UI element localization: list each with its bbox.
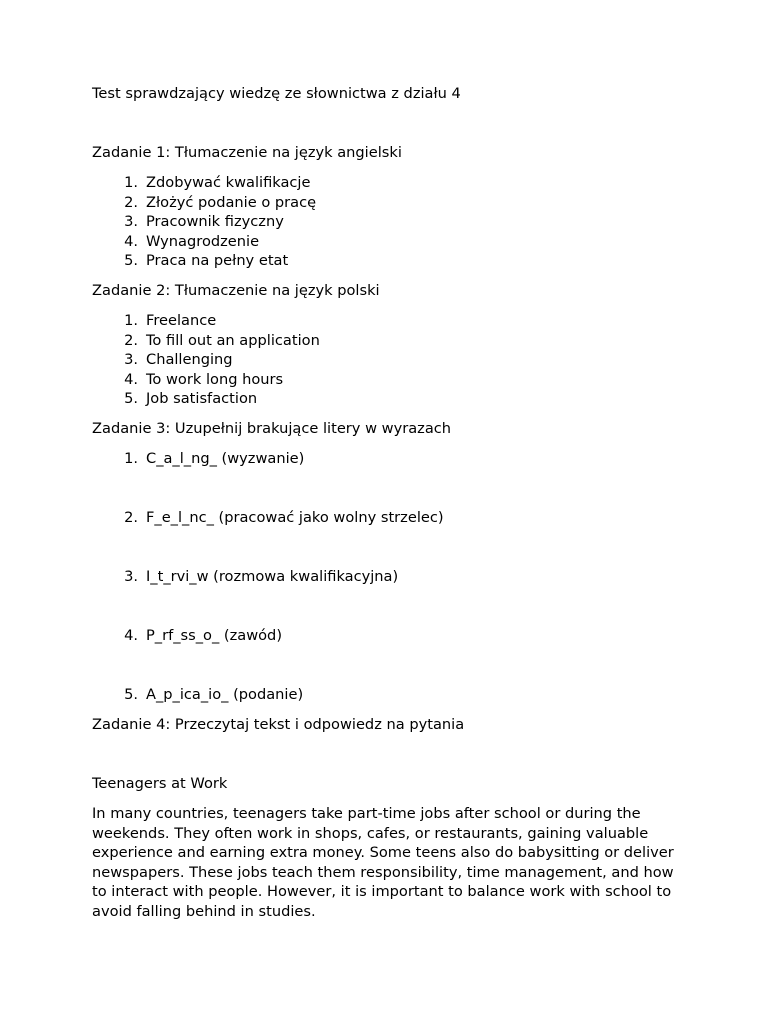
list-item-text: Pracownik fizyczny xyxy=(146,213,284,230)
list-item-text: Zdobywać kwalifikacje xyxy=(146,174,311,191)
list-item xyxy=(92,193,692,213)
task3-heading: Zadanie 3: Uzupełnij brakujące litery w wyrazach xyxy=(92,420,452,437)
task2-heading: Zadanie 2: Tłumaczenie na język polski xyxy=(92,282,380,299)
list-item-text: Challenging xyxy=(146,351,233,368)
list-number: 3. xyxy=(124,351,138,368)
list-number: 4. xyxy=(124,370,138,388)
list-item-text: Praca na pełny etat xyxy=(146,252,289,269)
list-item xyxy=(92,685,692,705)
list-item xyxy=(92,173,692,193)
task2-list xyxy=(92,311,692,409)
list-item xyxy=(92,350,692,370)
list-item-text: C_a_l_ng_ (wyzwanie) xyxy=(146,450,305,467)
list-item-text: Freelance xyxy=(146,312,217,329)
list-item-text: Wynagrodzenie xyxy=(146,232,260,250)
list-item-text: I_t_rvi_w (rozmowa kwalifikacyjna) xyxy=(146,568,399,585)
reading-title: Teenagers at Work xyxy=(92,775,228,792)
list-item xyxy=(92,251,692,271)
reading-paragraph: In many countries, teenagers take part-time jobs after school or during the weekends. They often work in shops, cafes, or restaurants, gaining valuable experience and earning extra money. Some teens also do babysitting or deliver newspapers. These jobs teach them responsibility, time management, and how to interact with people. However, it is important to balance work with school to avoid falling behind in studies. xyxy=(92,805,674,920)
list-item xyxy=(92,449,692,469)
list-number: 2. xyxy=(124,331,138,349)
list-item xyxy=(92,389,692,409)
list-item xyxy=(92,232,692,252)
list-number: 1. xyxy=(124,174,138,191)
list-item-text: To work long hours xyxy=(146,370,284,388)
list-number: 3. xyxy=(124,213,138,230)
list-number: 5. xyxy=(124,252,138,269)
list-item xyxy=(92,331,692,351)
list-item-text: P_rf_ss_o_ (zawód) xyxy=(146,627,283,644)
list-number: 4. xyxy=(124,232,138,250)
list-item xyxy=(92,311,692,331)
list-item-text: Job satisfaction xyxy=(146,390,258,407)
list-item-text: F_e_l_nc_ (pracować jako wolny strzelec) xyxy=(146,509,444,526)
document-page xyxy=(92,84,692,921)
task1-list xyxy=(92,173,692,271)
page-title: Test sprawdzający wiedzę ze słownictwa z działu 4 xyxy=(92,85,461,102)
list-item xyxy=(92,626,692,646)
list-number: 5. xyxy=(124,686,138,703)
list-item-text: To fill out an application xyxy=(146,331,320,349)
list-item xyxy=(92,567,692,587)
list-item xyxy=(92,508,692,528)
list-item-text: Złożyć podanie o pracę xyxy=(146,193,317,211)
list-item-text: A_p_ica_io_ (podanie) xyxy=(146,686,304,703)
list-number: 4. xyxy=(124,627,138,644)
task4-heading: Zadanie 4: Przeczytaj tekst i odpowiedz na pytania xyxy=(92,716,465,733)
list-number: 5. xyxy=(124,390,138,407)
list-number: 1. xyxy=(124,450,138,467)
list-item xyxy=(92,212,692,232)
task3-list xyxy=(92,449,692,705)
list-number: 2. xyxy=(124,193,138,211)
list-number: 3. xyxy=(124,568,138,585)
list-item xyxy=(92,370,692,390)
task1-heading: Zadanie 1: Tłumaczenie na język angielski xyxy=(92,144,402,161)
list-number: 2. xyxy=(124,509,138,526)
list-number: 1. xyxy=(124,312,138,329)
